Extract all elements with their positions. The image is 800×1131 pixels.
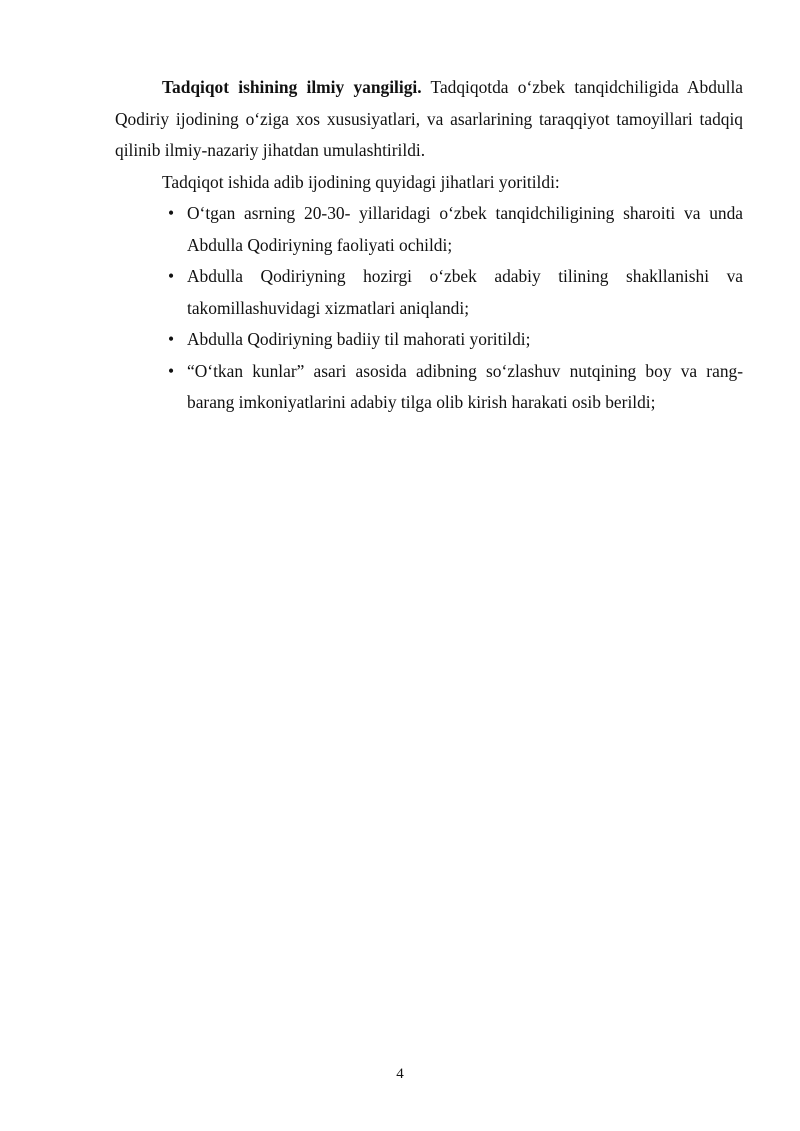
list-item (115, 324, 743, 356)
novelty-text: Tadqiqotda o‘zbek tanqidchiligida Abdulla Qodiriy ijodining o‘ziga xos xususiyatlari, va asarlarining taraqqiyot tamoyillari tadqiq qilinib ilmiy-nazariy jihatdan umulashtirildi. (115, 77, 743, 160)
list-item-text: “O‘tkan kunlar” asari asosida adibning so‘zlashuv nutqining boy va rang-barang imkoniyatlarini adabiy tilga olib kirish harakati osib berildi; (187, 360, 743, 412)
list-item-text: Abdulla Qodiriyning hozirgi o‘zbek adabiy tilining shakllanishi va takomillashuvidagi xizmatlari aniqlandi; (187, 266, 743, 318)
bullet-icon: • (167, 203, 175, 223)
page-number: 4 (396, 1066, 404, 1082)
bullet-icon: • (167, 329, 175, 349)
novelty-paragraph (115, 72, 743, 167)
page-content (115, 72, 743, 419)
list-item (115, 261, 743, 324)
list-item (115, 356, 743, 419)
bullet-icon: • (167, 266, 175, 286)
list-item-text: O‘tgan asrning 20-30- yillaridagi o‘zbek tanqidchiligining sharoiti va unda Abdulla Qodiriyning faoliyati ochildi; (187, 203, 743, 255)
novelty-heading: Tadqiqot ishining ilmiy yangiligi. (162, 77, 422, 97)
aspects-intro-paragraph: Tadqiqot ishida adib ijodining quyidagi jihatlari yoritildi: (162, 171, 560, 192)
aspects-list (115, 198, 743, 419)
list-item (115, 198, 743, 261)
list-item-text: Abdulla Qodiriyning badiiy til mahorati yoritildi; (187, 329, 531, 349)
bullet-icon: • (167, 360, 175, 381)
